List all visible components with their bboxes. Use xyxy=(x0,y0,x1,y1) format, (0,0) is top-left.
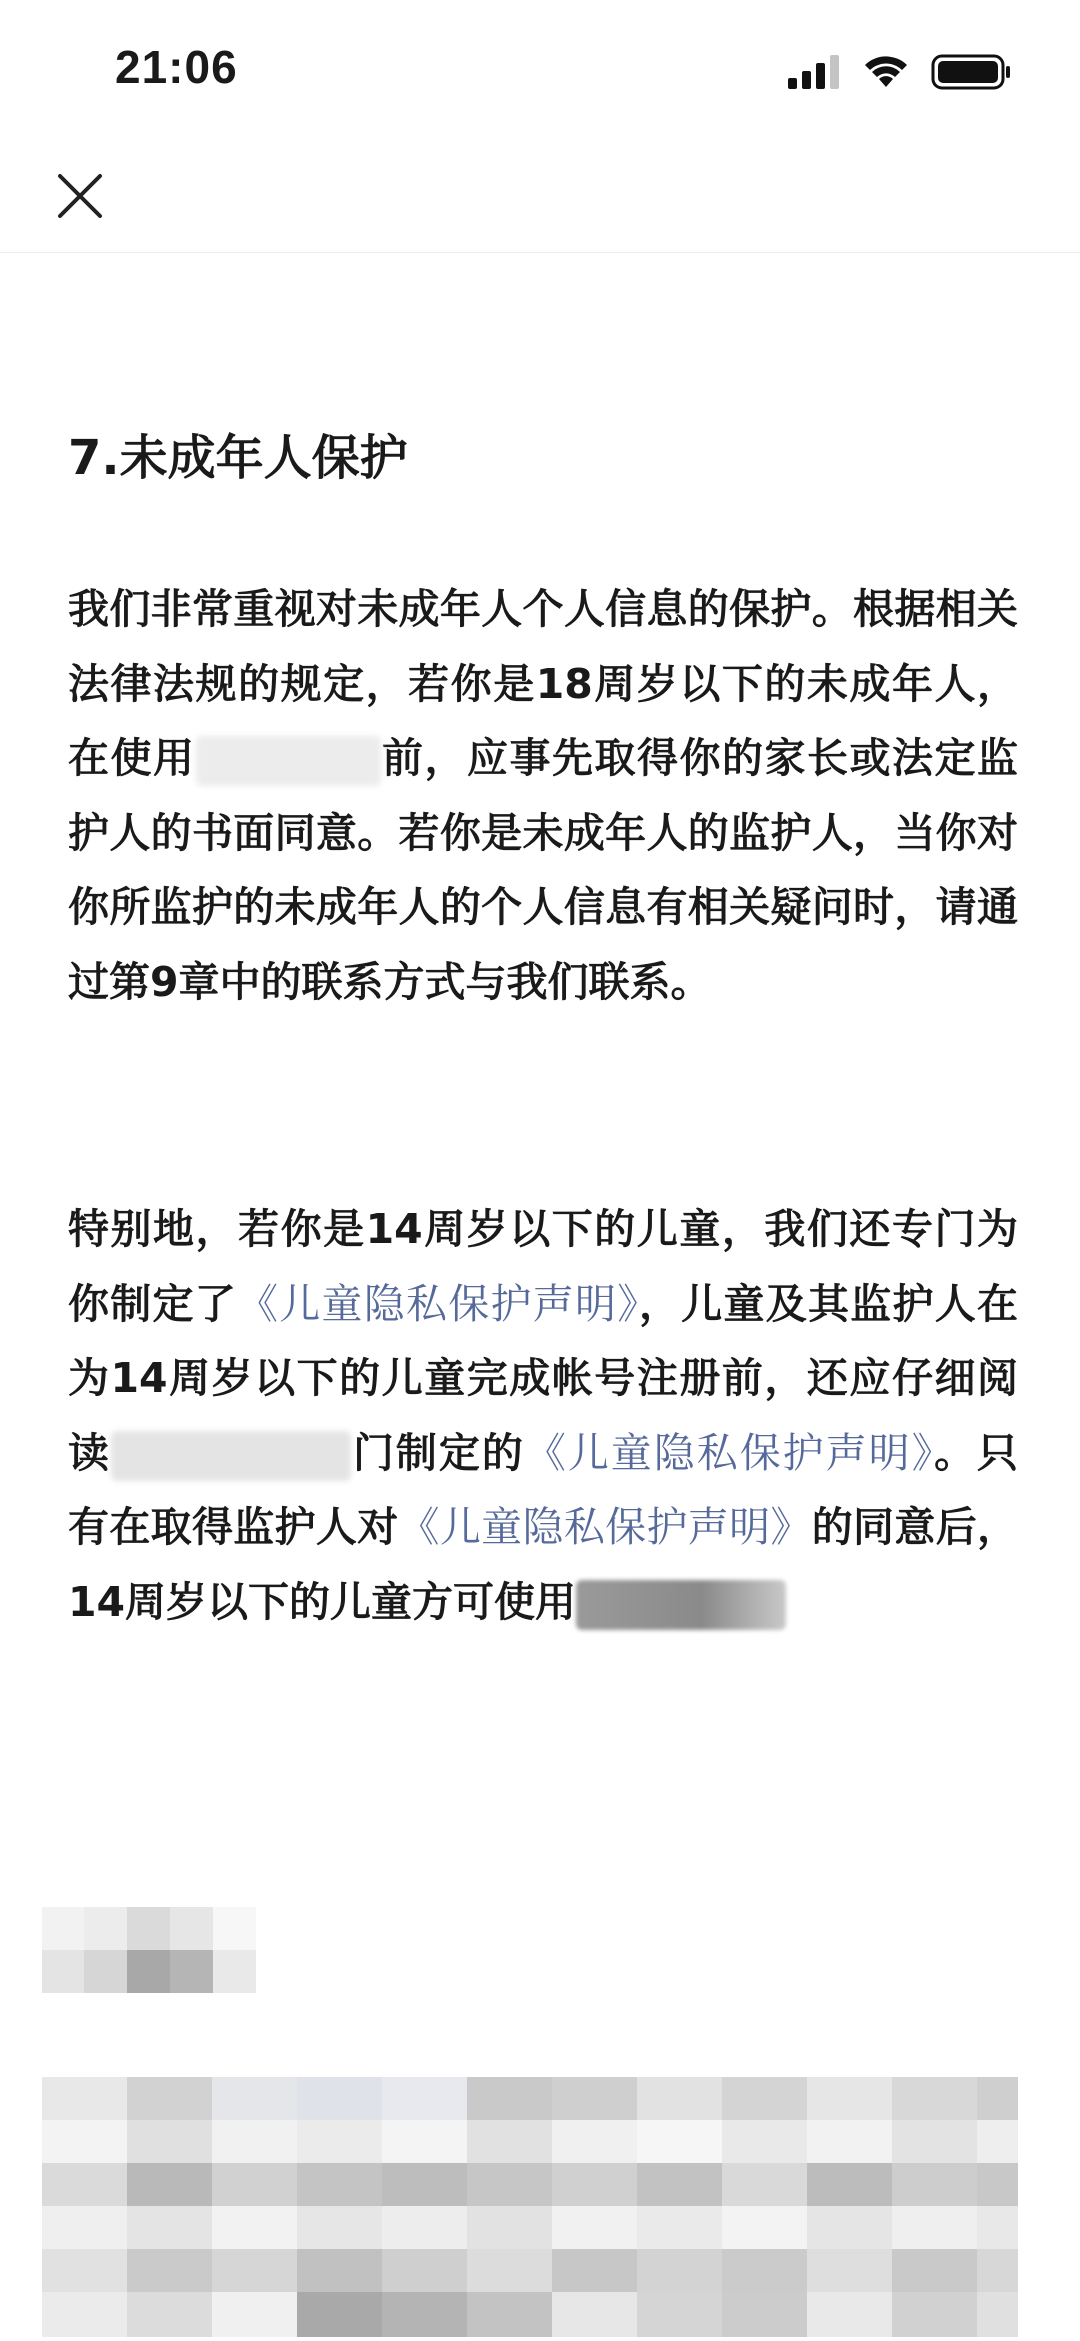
paragraph1-text-b: 前，应事先取得你的家长或法定监护人的书面同意。若你是未成年人的监护人，当你对你所监护的未成年人的个人信息有相关疑问时，请通过第9章中的联系方式与我们联系。 xyxy=(68,734,1018,1006)
signal-icon xyxy=(785,52,845,92)
wifi-icon xyxy=(861,52,911,92)
paragraph-children xyxy=(68,1192,1018,1639)
paragraph2-text-3: 门制定的 xyxy=(350,1428,525,1477)
children-privacy-link-1[interactable]: 《儿童隐私保护声明》 xyxy=(237,1279,639,1328)
paragraph2-text-1: 特别地，若你是14周岁以下的儿童，我们还专门为你制定了 xyxy=(68,1205,1018,1328)
children-privacy-link-3[interactable]: 《儿童隐私保护声明》 xyxy=(398,1503,812,1551)
children-privacy-link-2[interactable]: 《儿童隐私保护声明》 xyxy=(524,1428,935,1477)
paragraph1-text-a: 我们非常重视对未成年人个人信息的保护。根据相关法律法规的规定，若你是18周岁以下的未成年人，在使用 xyxy=(68,585,1018,782)
section-title: 7.未成年人保护 xyxy=(68,430,408,486)
pixelated-heading xyxy=(42,1907,256,1993)
pixelated-paragraph xyxy=(42,2077,1018,2337)
close-icon xyxy=(50,166,110,226)
close-button[interactable] xyxy=(50,166,110,226)
status-icons xyxy=(785,52,1010,92)
battery-icon xyxy=(931,52,1013,92)
paragraph2-text-5: 的同意后，14周岁以下的儿童方可使用 xyxy=(68,1503,1019,1626)
redacted-app-name-2 xyxy=(576,1580,786,1630)
status-bar xyxy=(0,0,1080,140)
paragraph-minor-protection xyxy=(68,572,1018,1019)
redacted-text xyxy=(111,1431,351,1481)
status-time: 21:06 xyxy=(115,41,238,93)
redacted-app-name xyxy=(196,736,381,786)
paragraph2-text-4: 。只有在取得监护人对 xyxy=(68,1428,1019,1551)
nav-bar xyxy=(0,140,1080,253)
paragraph2-text-2: ，儿童及其监护人在为14周岁以下的儿童完成帐号注册前，还应仔细阅读 xyxy=(68,1279,1018,1477)
